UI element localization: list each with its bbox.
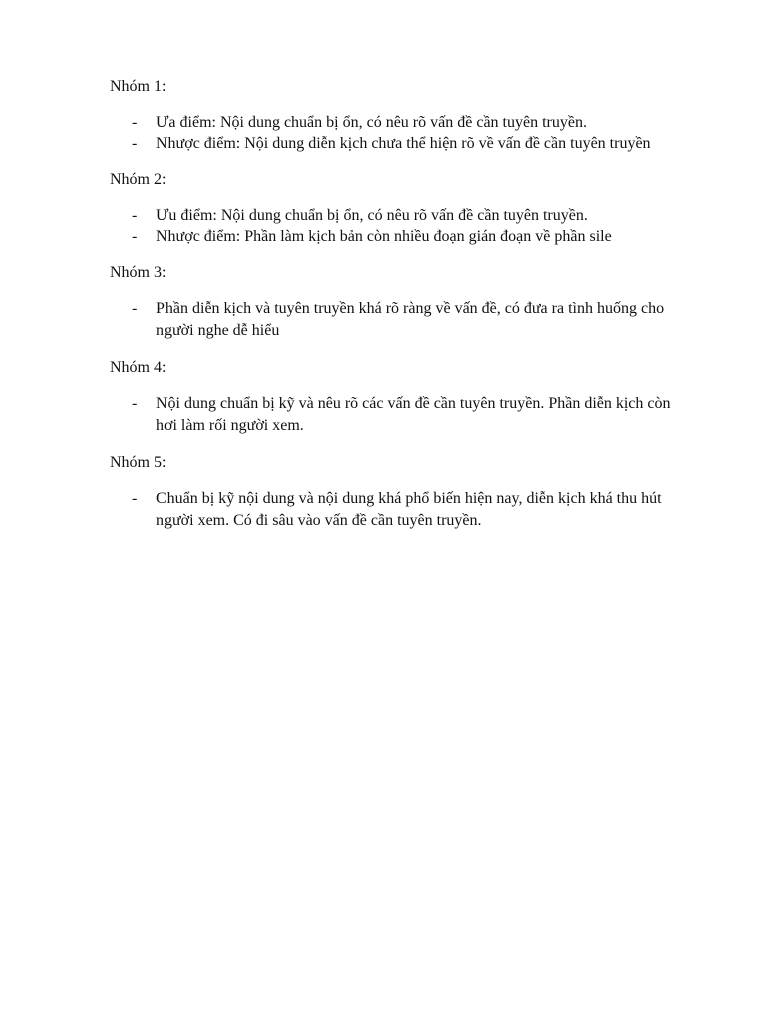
bullet-dash: - xyxy=(132,395,138,412)
list-item-text: Nhược điểm: Nội dung diễn kịch chưa thể hiện rõ về vấn đề cần tuyên truyền xyxy=(156,135,651,152)
list-item-text: Nội dung chuẩn bị kỹ và nêu rõ các vấn đề cần tuyên truyền. Phần diễn kịch còn hơi làm rối người xem. xyxy=(156,395,671,434)
group-items xyxy=(110,112,690,154)
group-1 xyxy=(110,76,690,154)
list-item xyxy=(110,393,690,437)
group-title: Nhóm 3: xyxy=(110,264,167,281)
bullet-dash: - xyxy=(132,135,138,152)
group-title: Nhóm 2: xyxy=(110,171,167,188)
list-item-text: Ưa điểm: Nội dung chuẩn bị ổn, có nêu rõ vấn đề cần tuyên truyền. xyxy=(156,114,587,131)
bullet-dash: - xyxy=(132,114,138,131)
list-item xyxy=(110,205,690,226)
bullet-dash: - xyxy=(132,300,138,317)
group-title: Nhóm 1: xyxy=(110,78,167,95)
document-page xyxy=(110,76,690,547)
list-item-text: Phần diễn kịch và tuyên truyền khá rõ ràng về vấn đề, có đưa ra tình huống cho người nghe dễ hiểu xyxy=(156,300,665,339)
list-item xyxy=(110,112,690,133)
group-2 xyxy=(110,169,690,247)
group-items xyxy=(110,205,690,247)
group-items xyxy=(110,393,690,437)
group-3 xyxy=(110,262,690,342)
list-item-text: Ưu điểm: Nội dung chuẩn bị ổn, có nêu rõ vấn đề cần tuyên truyền. xyxy=(156,207,588,224)
list-item xyxy=(110,133,690,154)
list-item xyxy=(110,488,690,532)
group-items xyxy=(110,298,690,342)
list-item xyxy=(110,226,690,247)
bullet-dash: - xyxy=(132,207,138,224)
group-title: Nhóm 4: xyxy=(110,359,167,376)
bullet-dash: - xyxy=(132,490,138,507)
group-4 xyxy=(110,357,690,437)
list-item xyxy=(110,298,690,342)
bullet-dash: - xyxy=(132,228,138,245)
list-item-text: Nhược điểm: Phần làm kịch bản còn nhiều đoạn gián đoạn về phần sile xyxy=(156,228,612,245)
list-item-text: Chuẩn bị kỹ nội dung và nội dung khá phổ biến hiện nay, diễn kịch khá thu hút người xem. Có đi sâu vào vấn đề cần tuyên truyền. xyxy=(156,490,662,529)
group-items xyxy=(110,488,690,532)
group-title: Nhóm 5: xyxy=(110,454,167,471)
group-5 xyxy=(110,452,690,532)
